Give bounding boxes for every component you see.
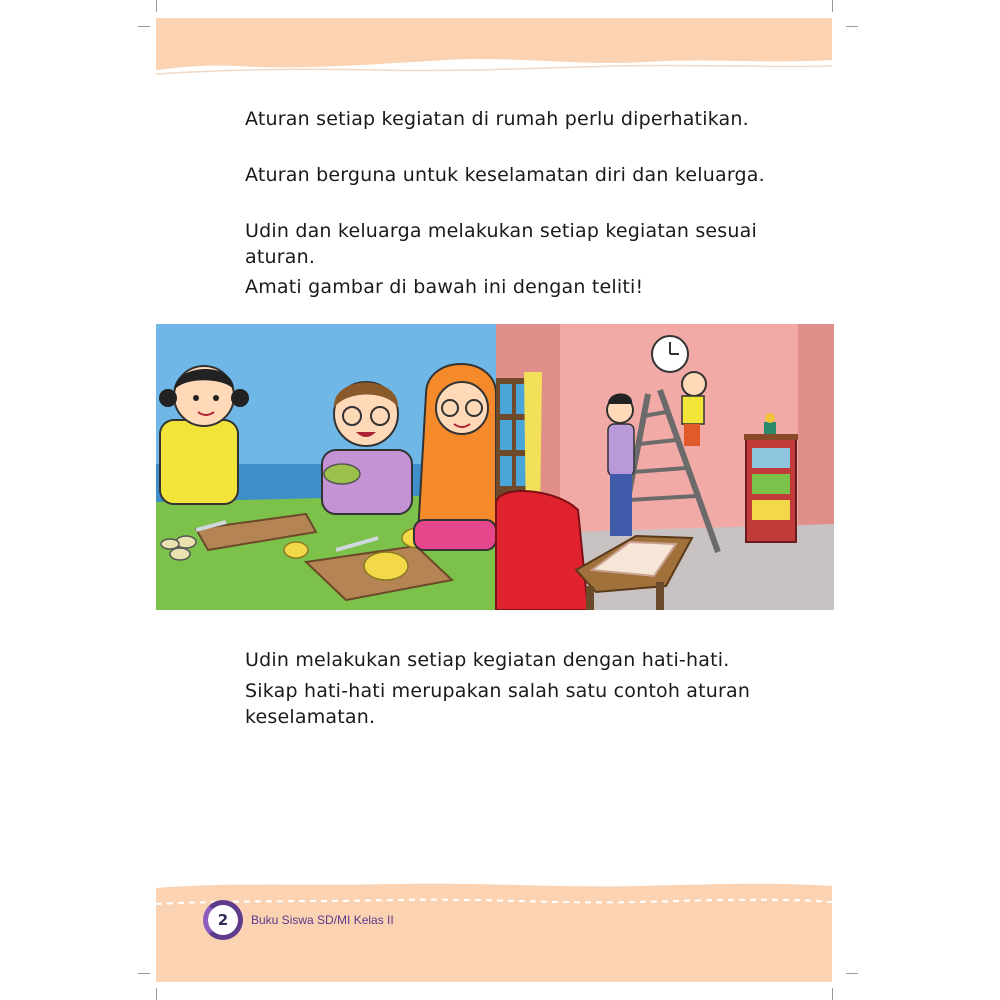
footer-band bbox=[156, 878, 832, 982]
book-title: Buku Siswa SD/MI Kelas II bbox=[251, 913, 394, 927]
crop-mark bbox=[832, 988, 833, 1000]
paragraph: Aturan berguna untuk keselamatan diri dan keluarga. bbox=[245, 164, 765, 186]
paragraph: Sikap hati-hati merupakan salah satu contoh aturan keselamatan. bbox=[245, 680, 751, 728]
illustration bbox=[156, 324, 834, 610]
crop-mark bbox=[138, 26, 150, 27]
page-number: 2 bbox=[203, 900, 243, 940]
crop-mark bbox=[138, 973, 150, 974]
kitchen-scene bbox=[156, 324, 496, 610]
crop-mark bbox=[156, 0, 157, 12]
paragraph: Amati gambar di bawah ini dengan teliti! bbox=[245, 276, 644, 298]
crop-mark bbox=[846, 973, 858, 974]
crop-mark bbox=[832, 0, 833, 12]
living-room-scene bbox=[496, 324, 834, 610]
paragraph: Udin dan keluarga melakukan setiap kegiatan sesuai aturan. bbox=[245, 220, 757, 268]
paragraph: Aturan setiap kegiatan di rumah perlu diperhatikan. bbox=[245, 108, 749, 130]
crop-mark bbox=[156, 988, 157, 1000]
header-band bbox=[156, 18, 832, 76]
paragraph: Udin melakukan setiap kegiatan dengan hati-hati. bbox=[245, 649, 730, 671]
crop-mark bbox=[846, 26, 858, 27]
